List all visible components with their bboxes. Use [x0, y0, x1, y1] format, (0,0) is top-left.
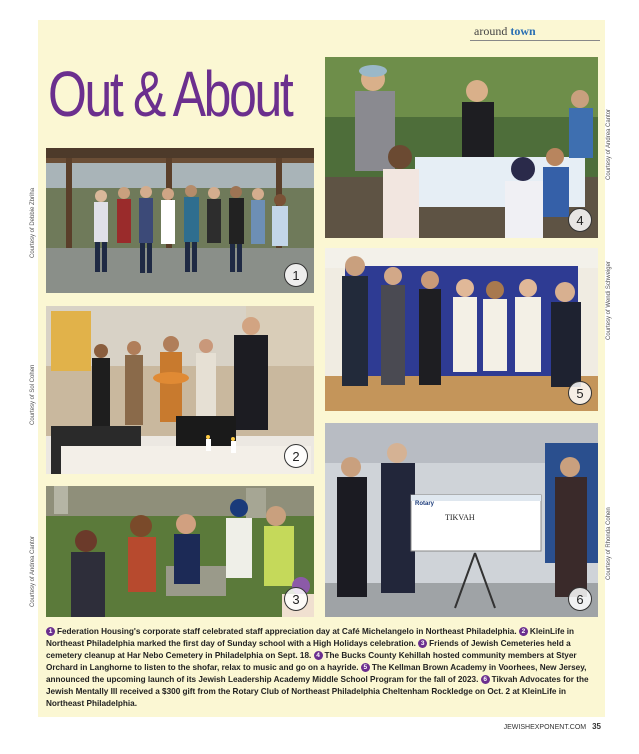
photo-1 — [46, 148, 314, 293]
photo-2-number: 2 — [284, 444, 308, 468]
section-tag — [474, 24, 536, 39]
credit-photo-5: Courtesy of Wendi Schweiger — [606, 261, 612, 340]
photo-1-image — [46, 148, 314, 293]
caption-2: KleinLife in Northeast Philadelphia marked the first day of Sunday school with a High Holidays celebration. — [46, 627, 575, 648]
photo-2 — [46, 306, 314, 474]
caption-badge-6: 6 — [481, 675, 490, 684]
photo-5-image — [325, 248, 598, 411]
caption-3: Friends of Jewish Cemeteries held a cemetery cleanup at Har Nebo Cemetery in Philadelphia on Sept. 18. — [46, 639, 571, 660]
photo-captions — [46, 626, 598, 710]
section-tag-part1: around — [474, 24, 508, 38]
footer-site: JEWISHEXPONENT.COM — [503, 724, 587, 731]
caption-4: The Bucks County Kehillah hosted community members at Styer Orchard in Langhorne to listen to the shofar, relax to music and go on a hayride. — [46, 651, 577, 672]
caption-5: The Kellman Brown Academy in Voorhees, New Jersey, announced the upcoming launch of its Jewish Leadership Academy Middle School Program for the fall of 2023. — [46, 663, 587, 684]
caption-badge-1: 1 — [46, 627, 55, 636]
photo-3 — [46, 486, 314, 617]
page-title: Out & About — [48, 58, 292, 130]
photo-6 — [325, 423, 598, 617]
caption-badge-4: 4 — [314, 651, 323, 660]
credit-photo-4: Courtesy of Andrea Cantor — [606, 108, 612, 180]
credit-photo-2: Courtesy of Sol Cohen — [30, 364, 36, 425]
check-payee: TIKVAH — [445, 513, 475, 522]
caption-6: Tikvah Advocates for the Jewish Mentally Ill received a $300 gift from the Rotary Club of Northeast Philadelphia Cheltenham Rockledge on Oct. 2 at KleinLife in Northeast Philadelphia. — [46, 675, 589, 708]
caption-badge-2: 2 — [519, 627, 528, 636]
section-tag-part2: town — [510, 24, 536, 38]
section-divider — [470, 40, 600, 41]
check-bank-label: Rotary — [415, 501, 435, 507]
photo-5 — [325, 248, 598, 411]
photo-4 — [325, 57, 598, 238]
caption-badge-5: 5 — [361, 663, 370, 672]
photo-4-number: 4 — [568, 208, 592, 232]
credit-photo-3: Courtesy of Andrea Cantor — [30, 535, 36, 607]
photo-2-image — [46, 306, 314, 474]
page-footer — [504, 722, 601, 731]
credit-photo-6: Courtesy of Rhonda Cohen — [606, 507, 612, 580]
photo-5-number: 5 — [568, 381, 592, 405]
photo-1-number: 1 — [284, 263, 308, 287]
photo-3-image — [46, 486, 314, 617]
photo-3-number: 3 — [284, 587, 308, 611]
caption-badge-3: 3 — [418, 639, 427, 648]
page-number: 35 — [592, 722, 601, 731]
photo-6-number: 6 — [568, 587, 592, 611]
caption-1: Federation Housing's corporate staff celebrated staff appreciation day at Café Michelangelo in Northeast Philadelphia. — [57, 627, 519, 636]
credit-photo-1: Courtesy of Debbie Zbriha — [30, 187, 36, 258]
photo-4-image — [325, 57, 598, 238]
